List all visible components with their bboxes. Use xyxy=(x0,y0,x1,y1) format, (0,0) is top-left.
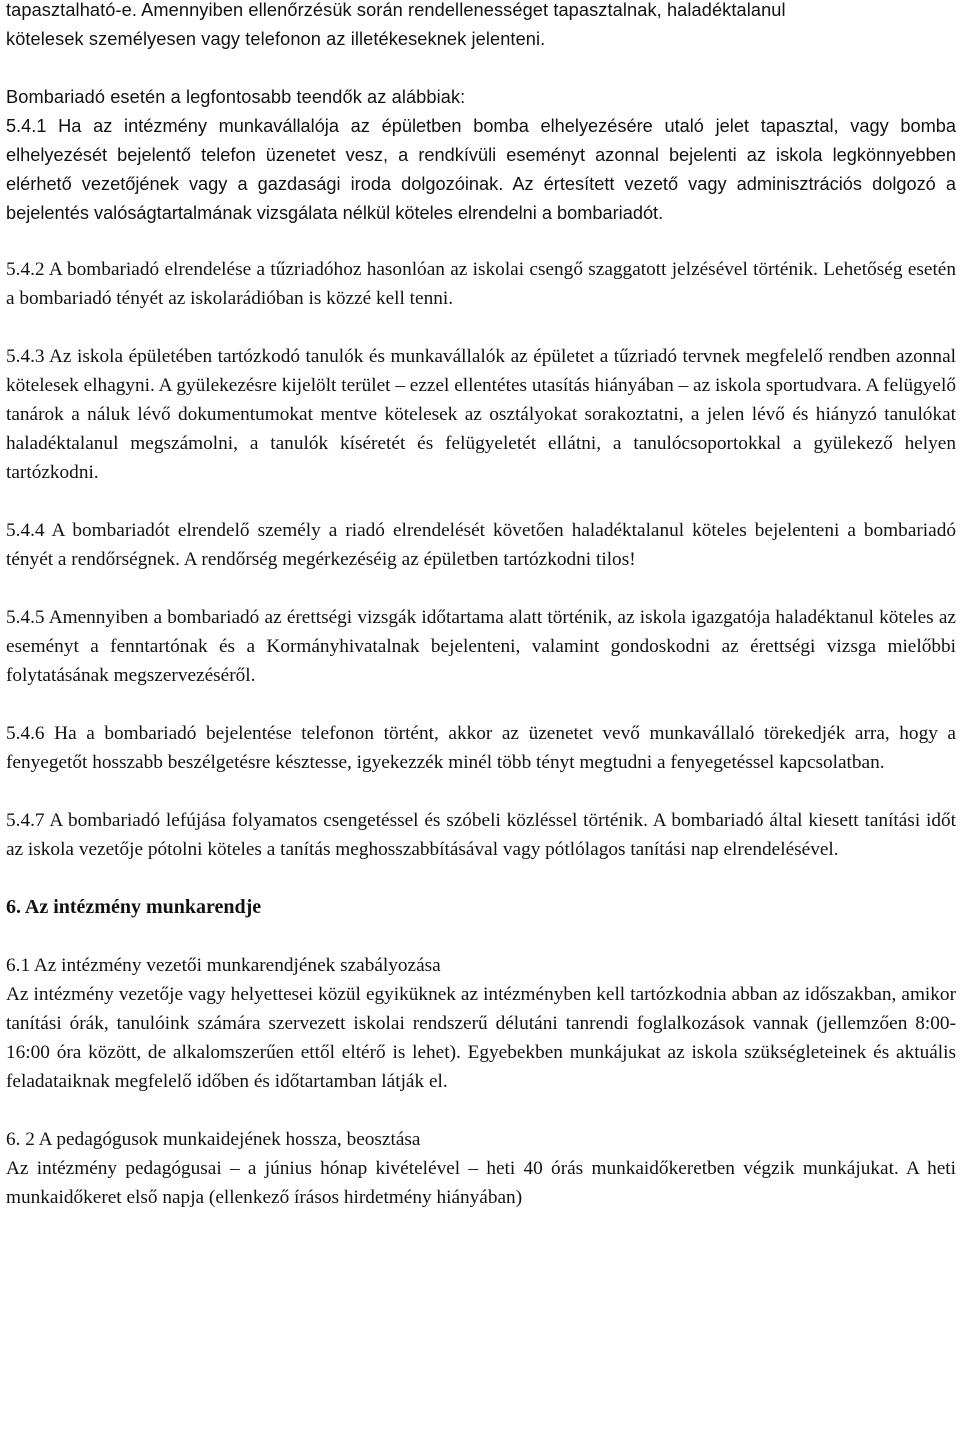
intro-line-2: kötelesek személyesen vagy telefonon az illetékeseknek jelenteni. xyxy=(6,29,546,49)
spacer xyxy=(6,228,956,255)
spacer xyxy=(6,574,956,603)
item-5-4-1-number: 5.4.1 xyxy=(6,116,47,136)
spacer xyxy=(6,487,956,516)
item-5-4-4: 5.4.4 A bombariadót elrendelő személy a riadó elrendelését követően haladéktalanul köteles bejelenteni a bombariadó tényét a rendőrségnek. A rendőrség megérkezéséig az épületben tartózkodni tilos! xyxy=(6,520,956,570)
bomb-heading: Bombariadó esetén a legfontosabb teendők az alábbiak: xyxy=(6,87,466,107)
spacer xyxy=(6,1096,956,1125)
document-page xyxy=(6,0,956,1212)
section-6-1-text: Az intézmény vezetője vagy helyettesei közül egyiküknek az intézményben kell tartózkodnia abban az időszakban, amikor tanítási órák, tanulóink számára szervezett iskolai rendszerű délutáni tanrendi foglalkozások vannak (jellemzően 8:00-16:00 óra között, de alkalomszerűen ettől eltérő is lehet). Egyebekben munkájukat az iskola szükségleteinek és aktuális feladataiknak megfelelő időben és időtartamban látják el. xyxy=(6,984,956,1092)
spacer xyxy=(6,313,956,342)
section-6-2-title: 6. 2 A pedagógusok munkaidejének hossza, beosztása xyxy=(6,1129,421,1150)
item-5-4-1 xyxy=(6,112,956,228)
spacer xyxy=(6,864,956,893)
item-5-4-6: 5.4.6 Ha a bombariadó bejelentése telefonon történt, akkor az üzenetet vevő munkavállaló törekedjék arra, hogy a fenyegetőt hosszabb beszélgetésre késztesse, igyekezzék minél több tényt megtudni a fenyegetéssel kapcsolatban. xyxy=(6,723,956,773)
spacer xyxy=(6,690,956,719)
item-5-4-2: 5.4.2 A bombariadó elrendelése a tűzriadóhoz hasonlóan az iskolai csengő szaggatott jelzésével történik. Lehetőség esetén a bombariadó tényét az iskolarádióban is közzé kell tenni. xyxy=(6,259,956,309)
item-5-4-5: 5.4.5 Amennyiben a bombariadó az érettségi vizsgák időtartama alatt történik, az iskola igazgatója haladéktanul köteles az eseményt a fenntartónak és a Kormányhivatalnak bejelenteni, valamint gondoskodni az érettségi vizsga mielőbbi folytatásának megszervezéséről. xyxy=(6,607,956,686)
item-5-4-7: 5.4.7 A bombariadó lefújása folyamatos csengetéssel és szóbeli közléssel történik. A bombariadó által kiesett tanítási időt az iskola vezetője pótolni köteles a tanítás meghosszabbításával vagy pótlólagos tanítási nap elrendelésével. xyxy=(6,810,956,860)
item-5-4-1-text-2: Az értesített vezető vagy adminisztrációs dolgozó a bejelentés valóságtartalmának vizsgálata nélkül köteles elrendelni a bombariadót. xyxy=(6,174,956,223)
spacer xyxy=(6,54,956,83)
item-5-4-1-text: Ha az intézmény munkavállalója az épületben bomba elhelyezésére utaló jelet tapasztal, vagy bomba elhelyezését bejelentő telefon üzenetet vesz, a rendkívüli eseményt azonnal bejelenti az iskola legkönnyebben elérhető vezetőjének vagy a gazdasági iroda dolgozóinak. xyxy=(6,116,956,194)
spacer xyxy=(6,777,956,806)
section-6-2-text: Az intézmény pedagógusai – a június hónap kivételével – heti 40 órás munkaidőkeretben végzik munkájukat. A heti munkaidőkeret első napja (ellenkező írásos hirdetmény hiányában) xyxy=(6,1158,956,1208)
item-5-4-3: 5.4.3 Az iskola épületében tartózkodó tanulók és munkavállalók az épületet a tűzriadó tervnek megfelelő rendben azonnal kötelesek elhagyni. A gyülekezésre kijelölt terület – ezzel ellentétes utasítás hiányában – az iskola sportudvara. A felügyelő tanárok a náluk lévő dokumentumokat mentve kötelesek az osztályokat sorakoztatni, a jelen lévő és hiányzó tanulókat haladéktalanul megszámolni, a tanulók kíséretét és felügyeletét ellátni, a tanulócsoportokkal a gyülekező helyen tartózkodni. xyxy=(6,346,956,483)
section-6-title: 6. Az intézmény munkarendje xyxy=(6,896,262,918)
section-6-1-title: 6.1 Az intézmény vezetői munkarendjének szabályozása xyxy=(6,955,441,976)
intro-line-1: tapasztalható-e. Amennyiben ellenőrzésük során rendellenességet tapasztalnak, haladéktalanul xyxy=(6,0,786,20)
spacer xyxy=(6,922,956,951)
